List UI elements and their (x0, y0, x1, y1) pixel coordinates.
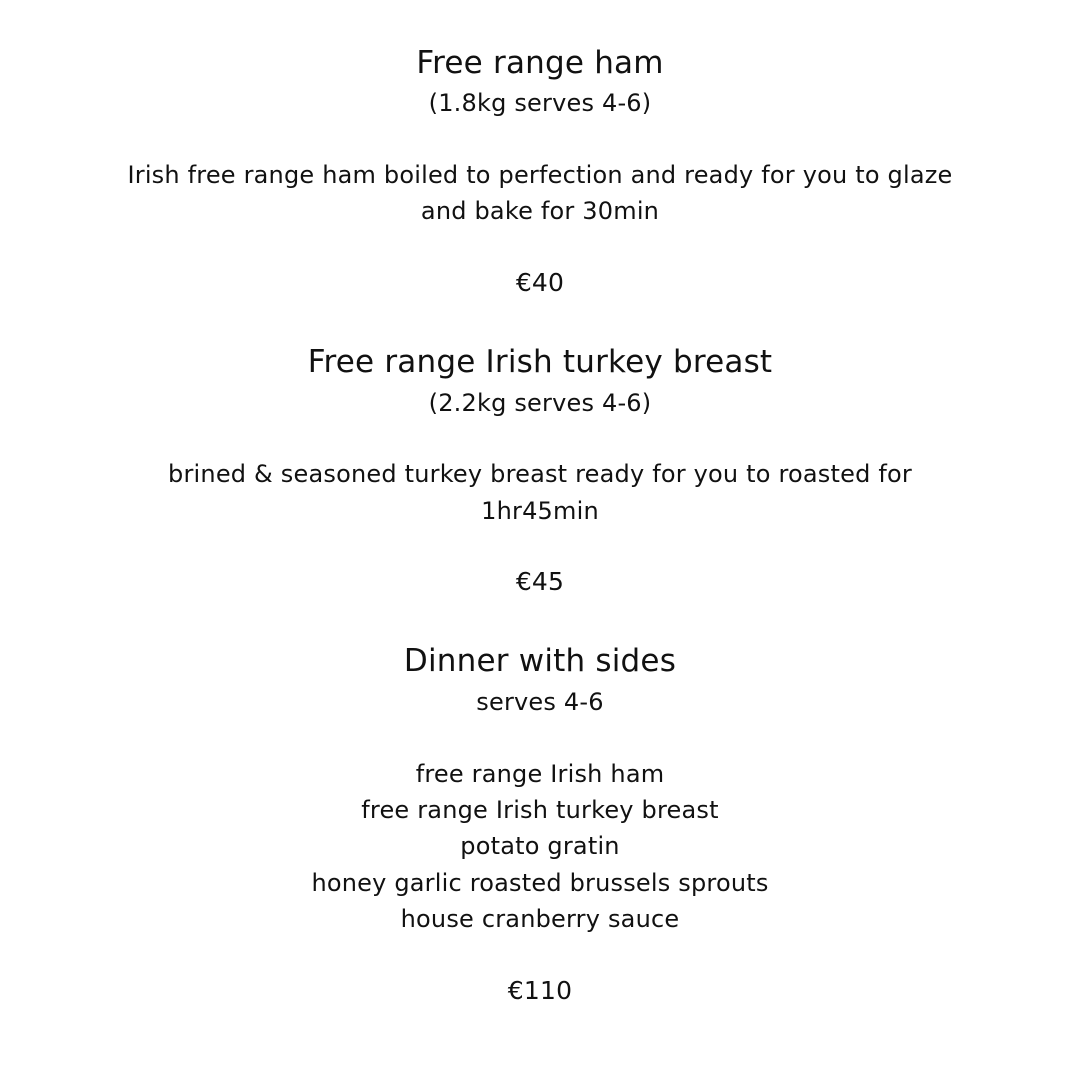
dinner-content-cranberry: house cranberry sauce (400, 905, 680, 933)
item-title-turkey: Free range Irish turkey breast (307, 344, 773, 380)
item-title-dinner: Dinner with sides (403, 643, 677, 679)
item-price-turkey: €45 (515, 567, 565, 596)
dinner-content-turkey: free range Irish turkey breast (361, 796, 719, 824)
dinner-content-sprouts: honey garlic roasted brussels sprouts (311, 869, 769, 897)
cut-off-top-text (0, 0, 1080, 4)
item-subtitle-dinner: serves 4-6 (476, 688, 604, 716)
item-subtitle-ham: (1.8kg serves 4-6) (428, 89, 652, 117)
item-description-ham-line-2: and bake for 30min (420, 197, 660, 225)
item-price-dinner: €110 (507, 976, 573, 1005)
item-subtitle-turkey: (2.2kg serves 4-6) (428, 389, 652, 417)
dinner-content-ham: free range Irish ham (415, 760, 665, 788)
item-title-ham: Free range ham (416, 45, 664, 81)
item-price-ham: €40 (515, 268, 565, 297)
item-description-ham-line-1: Irish free range ham boiled to perfection and ready for you to glaze (127, 161, 953, 189)
item-description-turkey-line-1: brined & seasoned turkey breast ready for you to roasted for (168, 460, 912, 488)
item-description-turkey-line-2: 1hr45min (481, 497, 599, 525)
dinner-content-gratin: potato gratin (460, 832, 620, 860)
